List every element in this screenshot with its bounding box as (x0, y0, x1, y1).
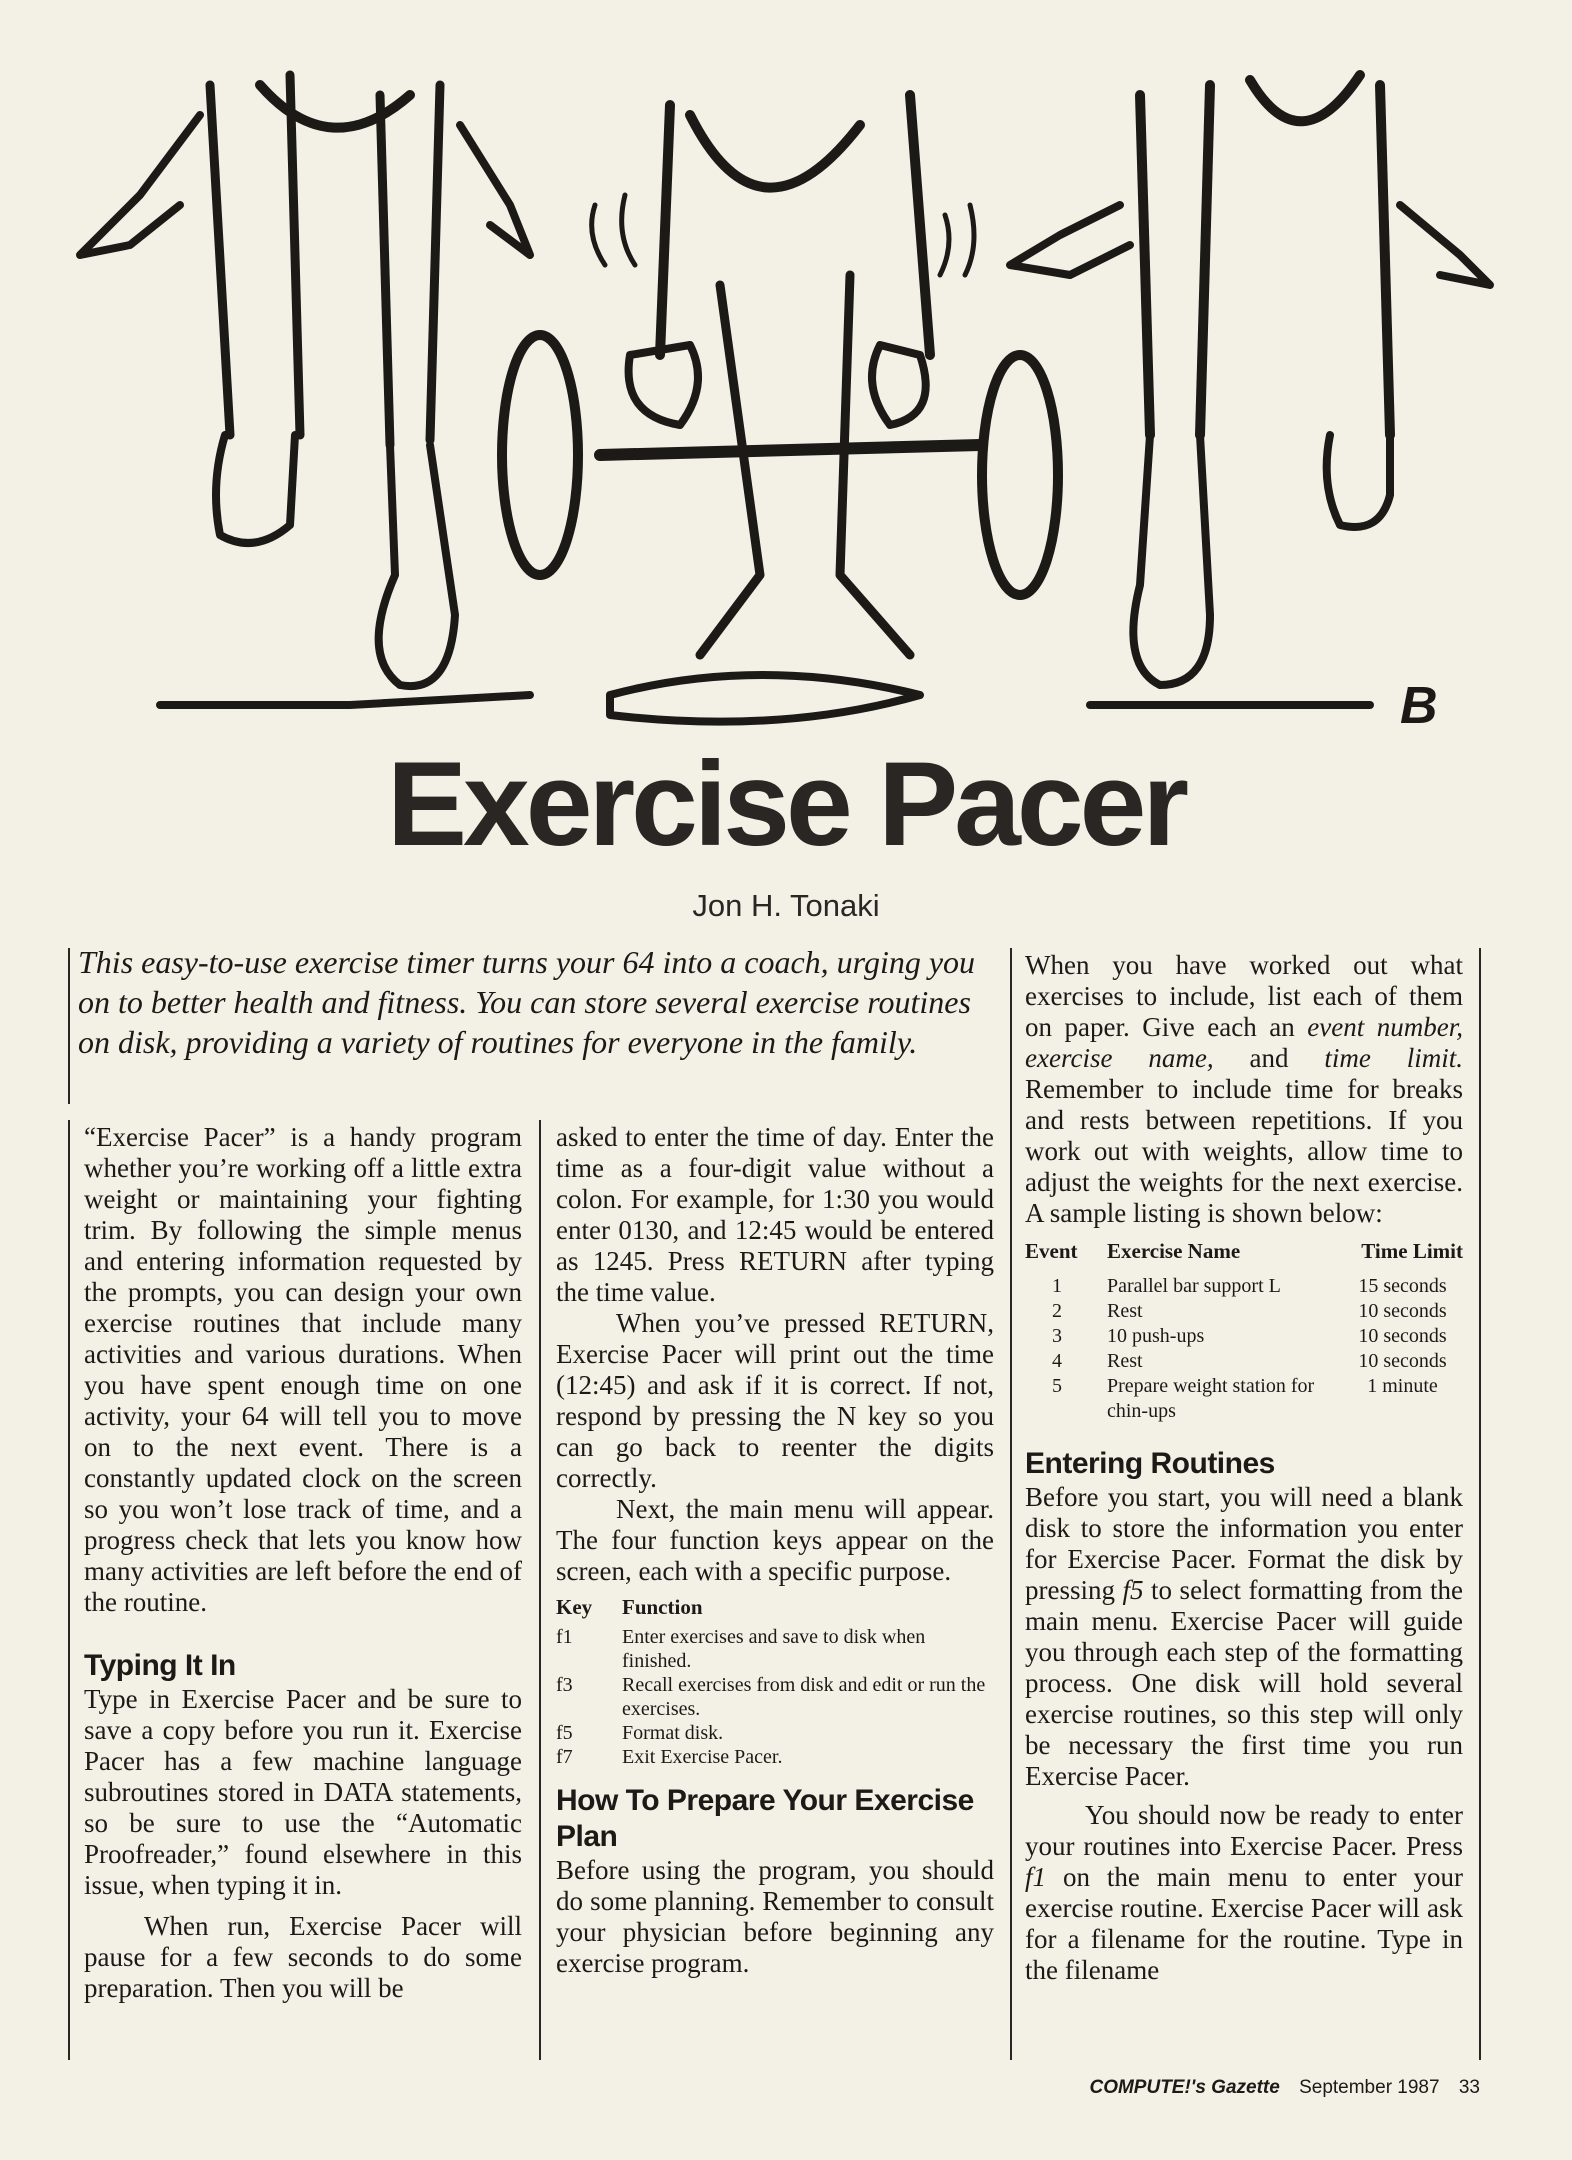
function-key-table-header: Key Function (556, 1595, 703, 1619)
prepare-paragraph: Before using the program, you should do some planning. Remember to consult your physician before beginning any exercise program. (556, 1855, 994, 1978)
center-lifter (502, 95, 1058, 722)
weightlifting-illustration (60, 55, 1500, 745)
col1-left-rule (68, 1120, 70, 2060)
table-row: 2 Rest 10 seconds (1052, 1300, 1447, 1322)
issue-date: September 1987 (1299, 2077, 1440, 2098)
column-3 (1025, 950, 1463, 1986)
main-menu-paragraph: Next, the main menu will appear. The four function keys appear on the screen, each with a specific purpose. (556, 1494, 994, 1586)
article-title: Exercise Pacer (386, 737, 1186, 871)
column-1 (84, 1122, 522, 2004)
page-number: 33 (1458, 2077, 1480, 2098)
sample-listing-header: Event Exercise Name Time Limit (1025, 1239, 1463, 1263)
col2-col3-rule (1010, 948, 1012, 2060)
table-row: f5 Format disk. (556, 1722, 724, 1744)
article-deck: This easy-to-use exercise timer turns your 64 into a coach, urging you on to better health and fitness. You can store several exercise routines on disk, providing a variety of routines for everyone in the family. (78, 944, 976, 1060)
heading-entering-routines: Entering Routines (1025, 1447, 1275, 1480)
table-row: f3 Recall exercises from disk and edit or run the exercises. (556, 1674, 986, 1720)
typing-paragraph: Type in Exercise Pacer and be sure to save a copy before you run it. Exercise Pacer has a few machine language subroutines stored in DATA statements, so be sure to use the “Automatic Proofreader,” found elsewhere in this issue, when typing it in. (84, 1684, 522, 1900)
left-figure-legs (80, 75, 530, 705)
listing-paragraph: When you have worked out what exercises to include, list each of them on paper. Give each an event number, exercise name, and time limit. Remember to include time for breaks and rests between repetitions. If you work out with weights, allow time to adjust the weights for the next exercise. A sample listing is shown below: (1025, 950, 1464, 1228)
table-row: f1 Enter exercises and save to disk when finished. (556, 1626, 926, 1672)
deck-left-rule (68, 948, 70, 1104)
table-row: 5 Prepare weight station for chin-ups 1 minute (1052, 1375, 1438, 1422)
time-entry-paragraph: asked to enter the time of day. Enter the time as a four-digit value without a colon. For example, for 1:30 you would enter 0130, and 12:45 would be entered as 1245. Press RETURN after typing the time value. (556, 1122, 994, 1307)
artist-signature: B (1400, 677, 1438, 735)
sample-listing-table (1025, 1239, 1463, 1424)
col1-col2-rule (539, 1120, 541, 2060)
intro-paragraph: “Exercise Pacer” is a handy program whether you’re working off a little extra weight or maintaining your fighting trim. By following the simple menus and entering information requested by the prompts, you can design your own exercise routines that include many activities and various durations. When you have spent enough time on one activity, your 64 will tell you to move on to the next event. There is a constantly updated clock on the screen so you won’t lose track of time, and a progress check that lets you know how many activities are left before the end of the routine. (84, 1122, 522, 1617)
heading-typing-it-in: Typing It In (84, 1649, 236, 1682)
function-key-table (556, 1595, 994, 1769)
table-row: 4 Rest 10 seconds (1052, 1350, 1447, 1372)
page-footer (1089, 2077, 1480, 2099)
table-row: f7 Exit Exercise Pacer. (556, 1746, 783, 1768)
col3-right-rule (1479, 948, 1481, 2060)
magazine-name: COMPUTE!'s Gazette (1089, 2077, 1280, 2098)
column-2 (556, 1122, 994, 1979)
heading-prepare-plan: How To Prepare Your Exercise Plan (556, 1784, 974, 1853)
enter-routines-paragraph: You should now be ready to enter your routines into Exercise Pacer. Press f1 on the main menu to enter your exercise routine. Exercise Pacer will ask for a filename for the routine. Type in the filename (1025, 1800, 1463, 1985)
table-row: 1 Parallel bar support L 15 seconds (1052, 1275, 1447, 1297)
table-row: 3 10 push-ups 10 seconds (1052, 1325, 1447, 1347)
run-paragraph: When run, Exercise Pacer will pause for a few seconds to do some preparation. Then you will be (84, 1911, 522, 2003)
format-paragraph: Before you start, you will need a blank disk to store the information you enter for Exercise Pacer. Format the disk by pressing f5 to select formatting from the main menu. Exercise Pacer will guide you through each step of the formatting process. One disk will hold several exercise routines, so this step will only be necessary the first time you run Exercise Pacer. (1025, 1482, 1464, 1791)
article-byline: Jon H. Tonaki (692, 888, 880, 923)
return-paragraph: When you’ve pressed RETURN, Exercise Pacer will print out the time (12:45) and ask if it is correct. If not, respond by pressing the N key so you can go back to reenter the digits correctly. (556, 1308, 994, 1493)
right-figure-legs (1010, 75, 1490, 705)
